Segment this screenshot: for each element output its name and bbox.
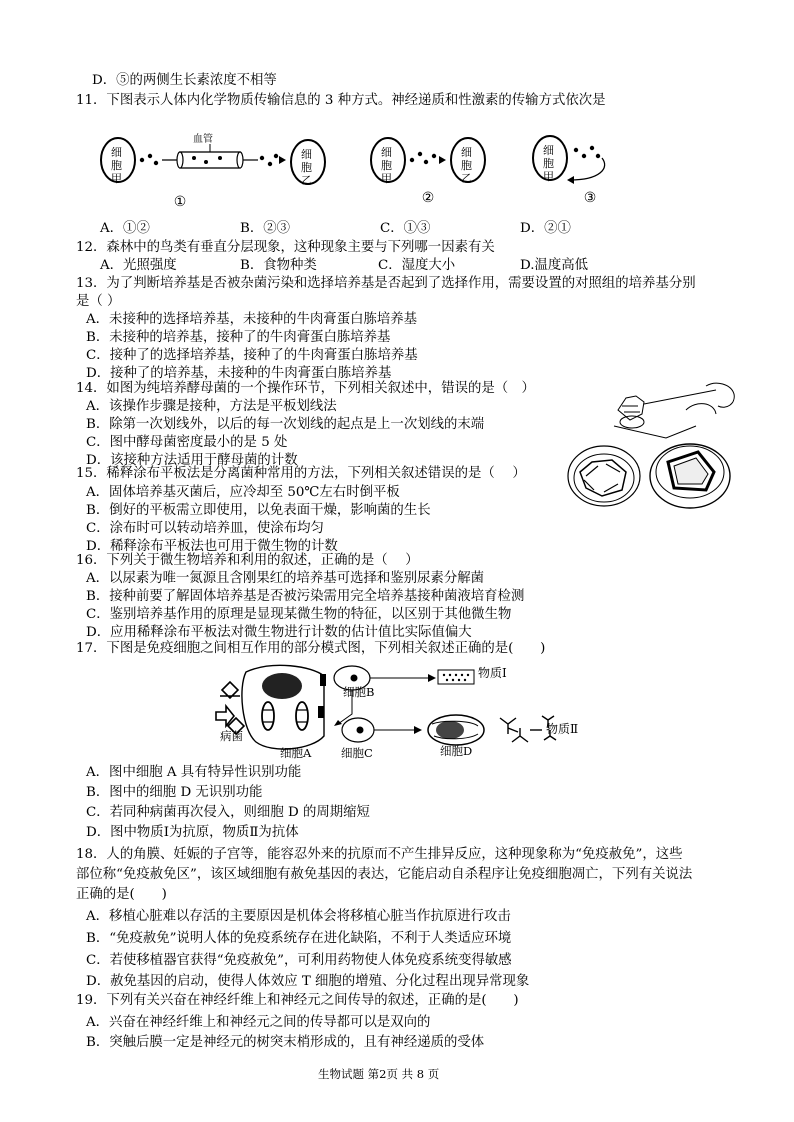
- q18-option-c: C．若使移植器官获得“免疫赦免”，可利用药物使人体免疫系统变得敏感: [86, 953, 512, 968]
- q17-option-a: A．图中细胞 A 具有特异性识别功能: [86, 765, 302, 780]
- q13-option-c: C．接种了的选择培养基，接种了的牛肉膏蛋白胨培养基: [86, 348, 418, 363]
- q17-option-c: C．若同种病菌再次侵入，则细胞 D 的周期缩短: [86, 805, 370, 820]
- q11-stem: 11．下图表示人体内化学物质传输信息的 3 种方式。神经递质和性激素的传输方式依次是: [76, 93, 606, 108]
- q15-option-c: C．涂布时可以转动培养皿，使涂布均匀: [86, 521, 324, 536]
- q15-stem: 15．稀释涂布平板法是分离菌种常用的方法，下列相关叙述错误的是（ ）: [76, 466, 526, 481]
- q12-option-a: A．光照强度: [100, 258, 177, 273]
- q15-option-d: D．稀释涂布平板法也可用于微生物的计数: [86, 539, 338, 554]
- q14-option-a: A．该操作步骤是接种，方法是平板划线法: [86, 399, 337, 414]
- q12-option-b: B．食物种类: [240, 258, 317, 273]
- q13-stem-cont: 是（ ）: [76, 294, 121, 309]
- q13-option-b: B．未接种的培养基，接种了的牛肉膏蛋白胨培养基: [86, 330, 391, 345]
- q18-option-a: A．移植心脏难以存活的主要原因是机体会将移植心脏当作抗原进行攻击: [86, 909, 511, 924]
- inoculation-loop-drawing: [614, 383, 734, 438]
- cell-jia-label-3: 细胞甲: [543, 144, 554, 183]
- q14-option-b: B．除第一次划线外，以后的每一次划线的起点是上一次划线的末端: [86, 417, 485, 432]
- q10-option-d: D．⑤的两侧生长素浓度不相等: [92, 73, 277, 88]
- vessel-label: 血管: [193, 134, 213, 145]
- q13-option-d: D．接种了的培养基，未接种的牛肉膏蛋白胨培养基: [86, 366, 392, 381]
- q12-stem: 12．森林中的鸟类有垂直分层现象，这种现象主要与下列哪一因素有关: [76, 240, 495, 255]
- cell-yi-label-1: 细胞乙: [301, 148, 312, 187]
- q14-option-c: C．图中酵母菌密度最小的是 5 处: [86, 435, 288, 450]
- q19-stem: 19．下列有关兴奋在神经纤维上和神经元之间传导的叙述，正确的是( ): [76, 993, 519, 1008]
- q19-option-a: A．兴奋在神经纤维上和神经元之间的传导都可以是双向的: [86, 1015, 431, 1030]
- label-1: ①: [173, 194, 187, 210]
- q19-option-b: B．突触后膜一定是神经元的树突末梢形成的，且有神经递质的受体: [86, 1035, 485, 1050]
- q17-option-b: B．图中的细胞 D 无识别功能: [86, 785, 263, 800]
- cell-c-label: 细胞C: [341, 746, 373, 760]
- q11-option-d: D．②①: [520, 221, 571, 236]
- q18-option-d: D．赦免基因的启动，使得人体效应 T 细胞的增殖、分化过程出现异常现象: [86, 974, 530, 989]
- substance-2-label: 物质Ⅱ: [546, 722, 579, 736]
- cell-a-label: 细胞A: [280, 746, 312, 760]
- q11-option-c: C．①③: [380, 221, 431, 236]
- q17-stem: 17．下图是免疫细胞之间相互作用的部分模式图，下列相关叙述正确的是( ): [76, 641, 546, 656]
- q14-stem: 14．如图为纯培养酵母菌的一个操作环节，下列相关叙述中，错误的是（ ）: [76, 381, 535, 396]
- label-2: ②: [421, 190, 435, 206]
- cell-d-label: 细胞D: [440, 744, 473, 758]
- q14-option-d: D．该接种方法适用于酵母菌的计数: [86, 453, 298, 468]
- cell-jia-label-1: 细胞甲: [111, 146, 122, 185]
- label-3: ③: [583, 190, 597, 206]
- q16-option-b: B．接种前要了解固体培养基是否被污染需用完全培养基接种菌液培育检测: [86, 589, 525, 604]
- diagram-1: [101, 132, 325, 210]
- q17-option-d: D．图中物质Ⅰ为抗原，物质Ⅱ为抗体: [86, 825, 299, 840]
- q18-option-b: B．“免疫赦免”说明人体的免疫系统存在进化缺陷，不利于人类适应环境: [86, 931, 512, 946]
- q18-stem: 18．人的角膜、妊娠的子宫等，能容忍外来的抗原而不产生排异反应，这种现象称为“免疫赦免”，这些: [76, 847, 683, 862]
- q11-option-a: A．①②: [100, 221, 150, 236]
- cell-d: [428, 715, 484, 745]
- q12-option-c: C．湿度大小: [378, 258, 456, 273]
- figure-streak-plate: [566, 380, 746, 520]
- q13-stem: 13．为了判断培养基是否被杂菌污染和选择培养基是否起到了选择作用，需要设置的对照组的培养基分别: [76, 276, 696, 291]
- q12-option-d: D.温度高低: [520, 258, 589, 273]
- pathogen-label: 病菌: [220, 729, 243, 743]
- q11-option-b: B．②③: [240, 221, 291, 236]
- q15-option-a: A．固体培养基灭菌后，应冷却至 50℃左右时倒平板: [86, 485, 400, 500]
- page-footer: 生物试题 第2页 共 8 页: [318, 1067, 440, 1081]
- petri-dish-left: [568, 446, 640, 506]
- petri-dish-right: [650, 444, 730, 508]
- substance-1-label: 物质Ⅰ: [478, 666, 507, 680]
- q15-option-b: B．倒好的平板需立即使用，以免表面干燥，影响菌的生长: [86, 503, 431, 518]
- q16-stem: 16．下列关于微生物培养和利用的叙述，正确的是（ ）: [76, 553, 419, 568]
- q18-stem-end: 正确的是( ): [76, 887, 167, 902]
- q16-option-d: D．应用稀释涂布平板法对微生物进行计数的估计值比实际值偏大: [86, 625, 472, 640]
- cell-yi-label-2: 细胞乙: [461, 146, 472, 185]
- q18-stem-cont: 部位称“免疫赦免区”，该区域细胞有赦免基因的表达，它能启动自杀程序让免疫细胞凋亡，下列有关说法: [76, 867, 693, 882]
- q16-option-c: C．鉴别培养基作用的原理是显现某微生物的特征，以区别于其他微生物: [86, 607, 512, 622]
- figure-q17-immune: [212, 658, 612, 766]
- cell-jia-label-2: 细胞甲: [381, 146, 392, 185]
- q13-option-a: A．未接种的选择培养基，未接种的牛肉膏蛋白胨培养基: [86, 312, 418, 327]
- cell-b-label: 细胞B: [343, 685, 375, 699]
- q16-option-a: A．以尿素为唯一氮源且含刚果红的培养基可选择和鉴别尿素分解菌: [86, 571, 484, 586]
- cell-c: [342, 718, 422, 742]
- cell-a: [242, 665, 326, 749]
